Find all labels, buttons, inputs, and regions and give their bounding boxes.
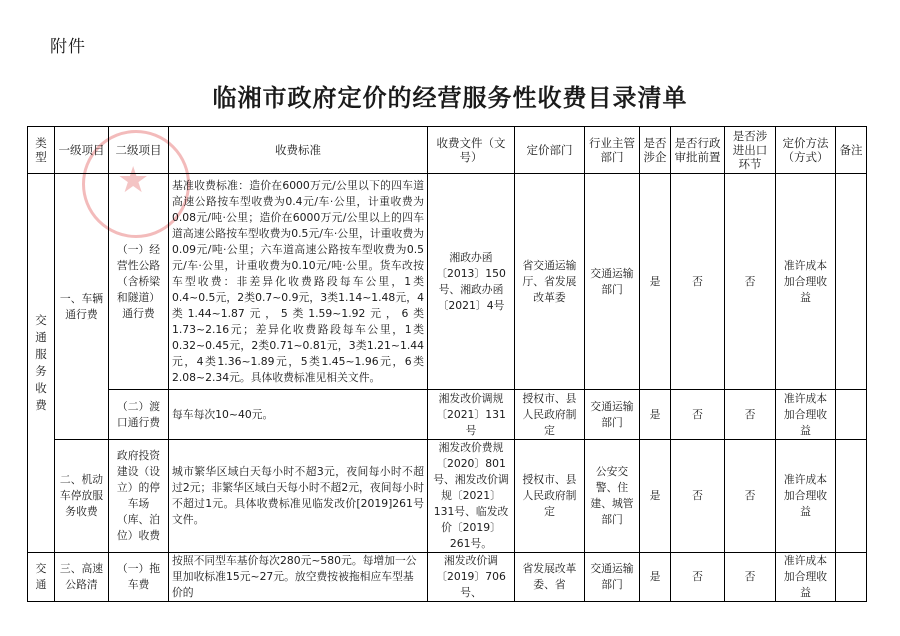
header-involves-enterprise: 是否涉企	[640, 127, 671, 174]
cell-level1: 三、高速公路清	[55, 553, 109, 602]
cell-admin-approval: 否	[671, 440, 725, 553]
header-method: 定价方法（方式）	[776, 127, 836, 174]
table-row	[28, 553, 867, 602]
cell-industry: 公安交警、住建、城管部门	[585, 440, 640, 553]
header-level2: 二级项目	[109, 127, 169, 174]
cell-dept: 授权市、县人民政府制定	[515, 440, 585, 553]
header-level1: 一级项目	[55, 127, 109, 174]
cell-admin-approval: 否	[671, 390, 725, 440]
cell-note	[836, 440, 867, 553]
header-industry: 行业主管部门	[585, 127, 640, 174]
cell-type: 交通	[28, 553, 55, 602]
cell-type: 交通服务收费	[28, 174, 55, 553]
table-row	[28, 440, 867, 553]
header-note: 备注	[836, 127, 867, 174]
cell-level1: 一、车辆通行费	[55, 174, 109, 440]
cell-document: 湘发改价调规〔2021〕131号	[428, 390, 515, 440]
cell-standard: 按照不同型车基价每次280元~580元。每增加一公里加收标准15元~27元。放空费按被拖相应车型基价的	[169, 553, 428, 602]
header-import-export: 是否涉进出口环节	[725, 127, 776, 174]
cell-document: 湘发改价调〔2019〕706号、	[428, 553, 515, 602]
cell-document: 湘政办函〔2013〕150号、湘政办函〔2021〕4号	[428, 174, 515, 390]
header-document: 收费文件（文号）	[428, 127, 515, 174]
cell-note	[836, 390, 867, 440]
cell-method: 准许成本加合理收益	[776, 553, 836, 602]
cell-involves-enterprise: 是	[640, 553, 671, 602]
cell-note	[836, 553, 867, 602]
cell-import-export: 否	[725, 174, 776, 390]
table-header-row	[28, 127, 867, 174]
cell-method: 准许成本加合理收益	[776, 390, 836, 440]
cell-dept: 省交通运输厅、省发展改革委	[515, 174, 585, 390]
cell-involves-enterprise: 是	[640, 390, 671, 440]
cell-industry: 交通运输部门	[585, 174, 640, 390]
cell-level2: （一）拖车费	[109, 553, 169, 602]
cell-dept: 授权市、县人民政府制定	[515, 390, 585, 440]
table-row	[28, 174, 867, 390]
cell-level2: （二）渡口通行费	[109, 390, 169, 440]
cell-method: 准许成本加合理收益	[776, 174, 836, 390]
cell-dept: 省发展改革委、省	[515, 553, 585, 602]
page-title: 临湘市政府定价的经营服务性收费目录清单	[212, 84, 688, 112]
cell-industry: 交通运输部门	[585, 390, 640, 440]
cell-industry: 交通运输部门	[585, 553, 640, 602]
cell-standard: 基准收费标准：造价在6000万元/公里以下的四车道高速公路按车型收费为0.4元/车·公里，计重收费为0.08元/吨·公里；造价在6000万元/公里以上的四车道高速公路按车型收费为0.5元/车·公里，计重收费为0.09元/吨·公里；六车道高速公路按车型收费为0.5元/车·公里，计重收费为0.10元/吨·公里。货车改按车型收费：非差异化收费路段每车公里，1类0.4~0.5元，2类0.7~0.9元，3类1.14~1.48元，4类1.44~1.87元，5类1.59~1.92元，6类1.73~2.16元；差异化收费路段每车公里，1类0.32~0.45元，2类0.71~0.81元，3类1.21~1.44元，4类1.36~1.89元，5类1.45~1.96元，6类2.08~2.34元。具体收费标准见相关文件。	[169, 174, 428, 390]
cell-note	[836, 174, 867, 390]
table-row	[28, 390, 867, 440]
cell-involves-enterprise: 是	[640, 174, 671, 390]
official-seal-icon: ★	[82, 130, 190, 238]
cell-level2: （一）经营性公路（含桥梁和隧道）通行费	[109, 174, 169, 390]
header-admin-approval: 是否行政审批前置	[671, 127, 725, 174]
header-standard: 收费标准	[169, 127, 428, 174]
cell-import-export: 否	[725, 553, 776, 602]
cell-admin-approval: 否	[671, 174, 725, 390]
cell-import-export: 否	[725, 440, 776, 553]
attachment-label: 附件	[50, 37, 86, 57]
cell-document: 湘发改价费规〔2020〕801号、湘发改价调规〔2021〕131号、临发改价〔2019〕261号。	[428, 440, 515, 553]
cell-admin-approval: 否	[671, 553, 725, 602]
header-dept: 定价部门	[515, 127, 585, 174]
cell-import-export: 否	[725, 390, 776, 440]
cell-involves-enterprise: 是	[640, 440, 671, 553]
fee-catalog-table	[27, 126, 867, 602]
cell-method: 准许成本加合理收益	[776, 440, 836, 553]
cell-standard: 城市繁华区域白天每小时不超3元，夜间每小时不超过2元；非繁华区域白天每小时不超2元，夜间每小时不超过1元。具体收费标准见临发改价[2019]261号文件。	[169, 440, 428, 553]
cell-level1: 二、机动车停放服务收费	[55, 440, 109, 553]
header-type: 类型	[28, 127, 55, 174]
cell-standard: 每车每次10~40元。	[169, 390, 428, 440]
cell-level2: 政府投资建设（设立）的停车场（库、泊位）收费	[109, 440, 169, 553]
